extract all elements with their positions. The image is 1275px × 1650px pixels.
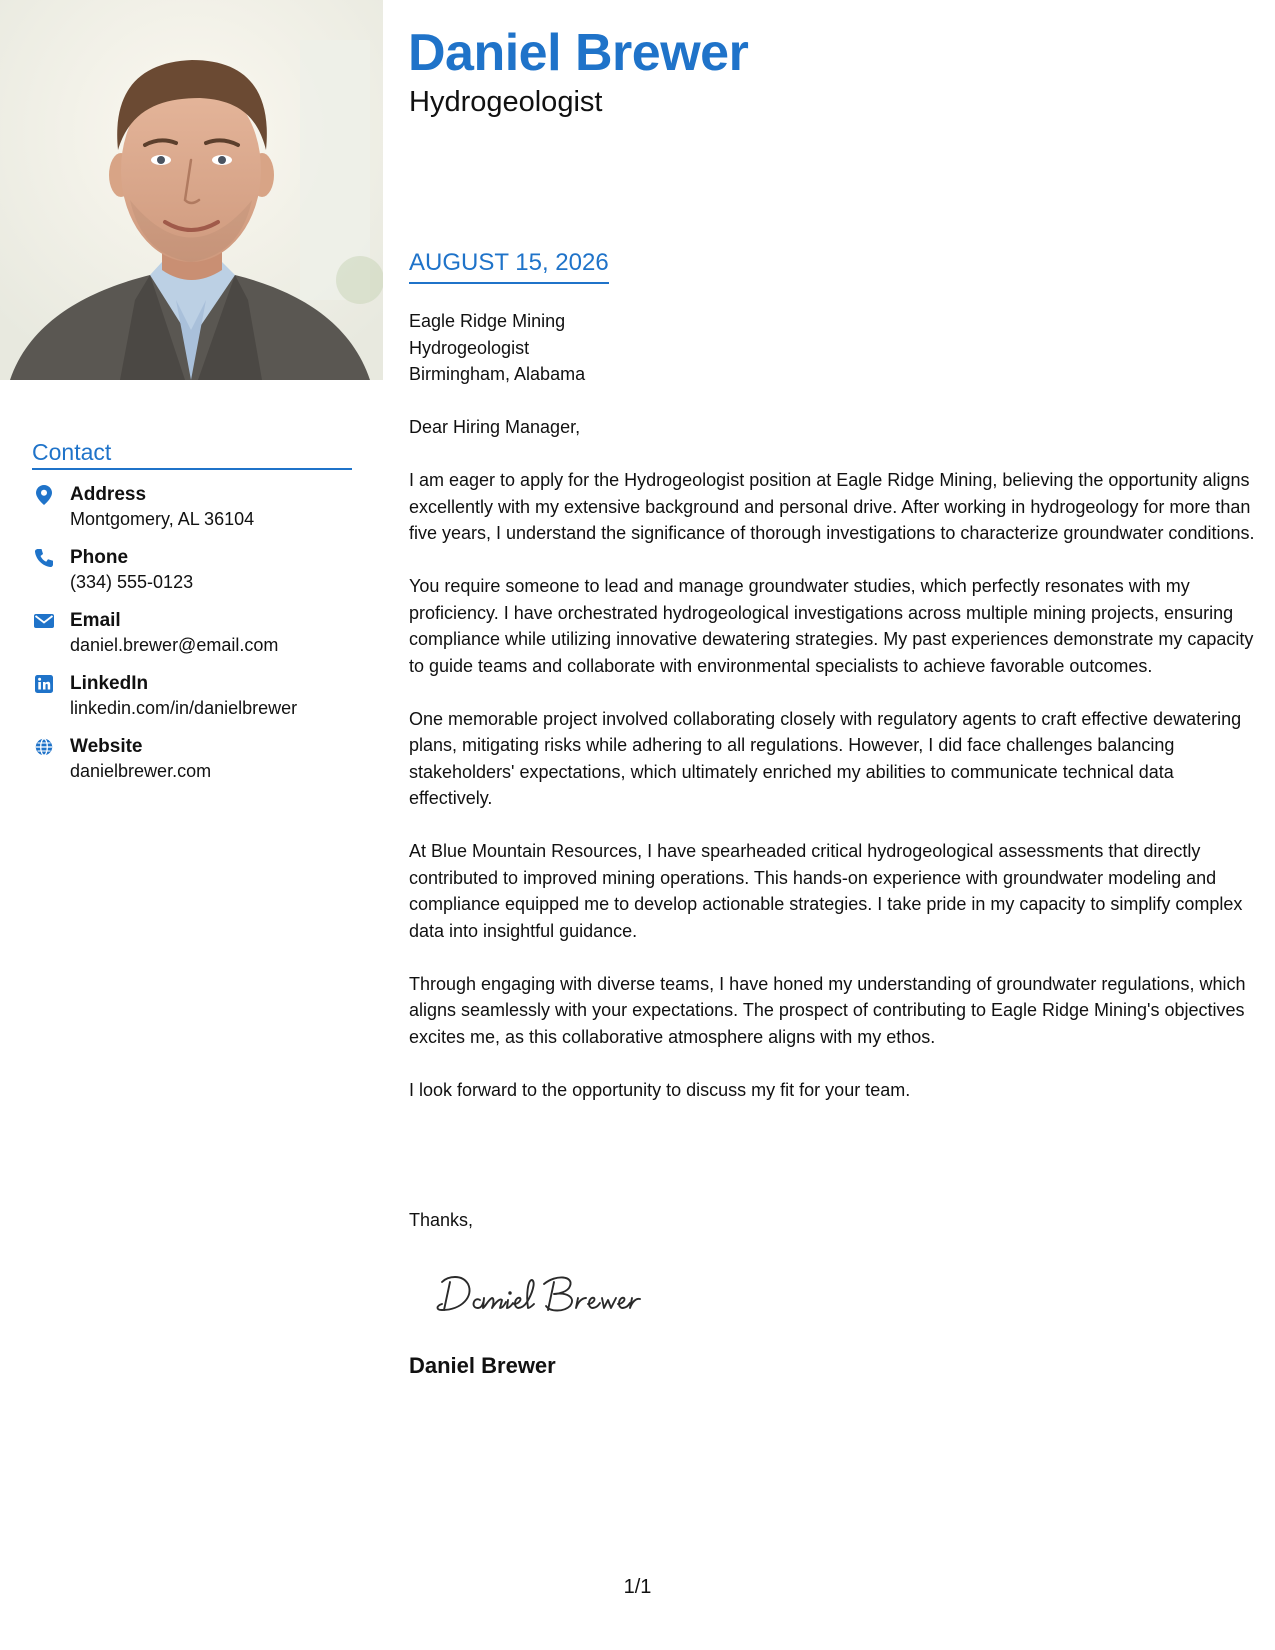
phone-icon <box>34 548 54 568</box>
letter-date: AUGUST 15, 2026 <box>409 248 609 284</box>
address-value: Montgomery, AL 36104 <box>70 509 255 529</box>
applicant-title: Hydrogeologist <box>409 86 603 118</box>
applicant-name: Daniel Brewer <box>408 24 749 82</box>
globe-icon <box>34 737 54 757</box>
handwritten-signature <box>428 1266 668 1322</box>
letter-paragraph: I look forward to the opportunity to discuss my fit for your team. <box>409 1079 911 1100</box>
contact-label: Email <box>70 610 121 631</box>
contact-item-address <box>32 482 352 545</box>
email-value[interactable]: daniel.brewer@email.com <box>70 635 279 655</box>
contact-list <box>32 482 352 797</box>
contact-label: Phone <box>70 547 129 568</box>
closing: Thanks, <box>409 1210 474 1230</box>
letter-paragraph: I am eager to apply for the Hydrogeologist position at Eagle Ridge Mining, believing the opportunity aligns excellently with my extensive background and personal drive. After working in hydrogeology for more than five years, I understand the significance of thorough investigations to characterize groundwater conditions. <box>409 470 1255 543</box>
recipient-location: Birmingham, Alabama <box>409 364 586 384</box>
linkedin-icon <box>34 674 54 694</box>
contact-label: Address <box>70 484 147 505</box>
contact-item-email <box>32 608 352 671</box>
contact-section <box>32 438 352 797</box>
location-pin-icon <box>34 485 54 505</box>
contact-label: LinkedIn <box>70 673 149 694</box>
contact-item-website <box>32 734 352 797</box>
profile-photo <box>0 0 383 380</box>
letter-paragraph: At Blue Mountain Resources, I have spearheaded critical hydrogeological assessments that directly contributed to improved mining operations. This hands-on experience with groundwater modeling and compliance equipped me to develop actionable strategies. I take pride in my capacity to simplify complex data into insightful guidance. <box>409 841 1243 941</box>
linkedin-value[interactable]: linkedin.com/in/danielbrewer <box>70 698 298 718</box>
letter-paragraph: Through engaging with diverse teams, I have honed my understanding of groundwater regulations, which aligns seamlessly with your expectations. The prospect of contributing to Eagle Ridge Mining's objectives excites me, as this collaborative atmosphere aligns with my ethos. <box>409 973 1246 1047</box>
salutation: Dear Hiring Manager, <box>409 417 581 437</box>
letter-paragraph: One memorable project involved collaborating closely with regulatory agents to craft effective dewatering plans, mitigating risks while adhering to all regulations. However, I did face challenges balancing stakeholders' expectations, which ultimately enriched my abilities to communicate technical data effectively. <box>409 708 1242 808</box>
contact-label: Website <box>70 736 143 757</box>
signed-name: Daniel Brewer <box>409 1353 556 1378</box>
recipient-position: Hydrogeologist <box>409 337 530 358</box>
page-number: 1/1 <box>623 1576 652 1598</box>
letter-body <box>409 414 1259 1130</box>
letter-paragraph: You require someone to lead and manage groundwater studies, which perfectly resonates with my proficiency. I have orchestrated hydrogeological investigations across multiple mining projects, ensuring compliance while utilizing innovative dewatering strategies. My past experiences demonstrate my capacity to guide teams and collaborate with environmental specialists to achieve favorable outcomes. <box>409 576 1254 676</box>
email-icon <box>34 611 54 631</box>
recipient-company: Eagle Ridge Mining <box>409 311 566 331</box>
website-value[interactable]: danielbrewer.com <box>70 761 212 781</box>
recipient-block <box>409 308 585 388</box>
contact-heading: Contact <box>32 438 352 470</box>
contact-item-linkedin <box>32 671 352 734</box>
portrait-illustration <box>0 0 383 380</box>
contact-item-phone <box>32 545 352 608</box>
phone-value[interactable]: (334) 555-0123 <box>70 572 194 592</box>
